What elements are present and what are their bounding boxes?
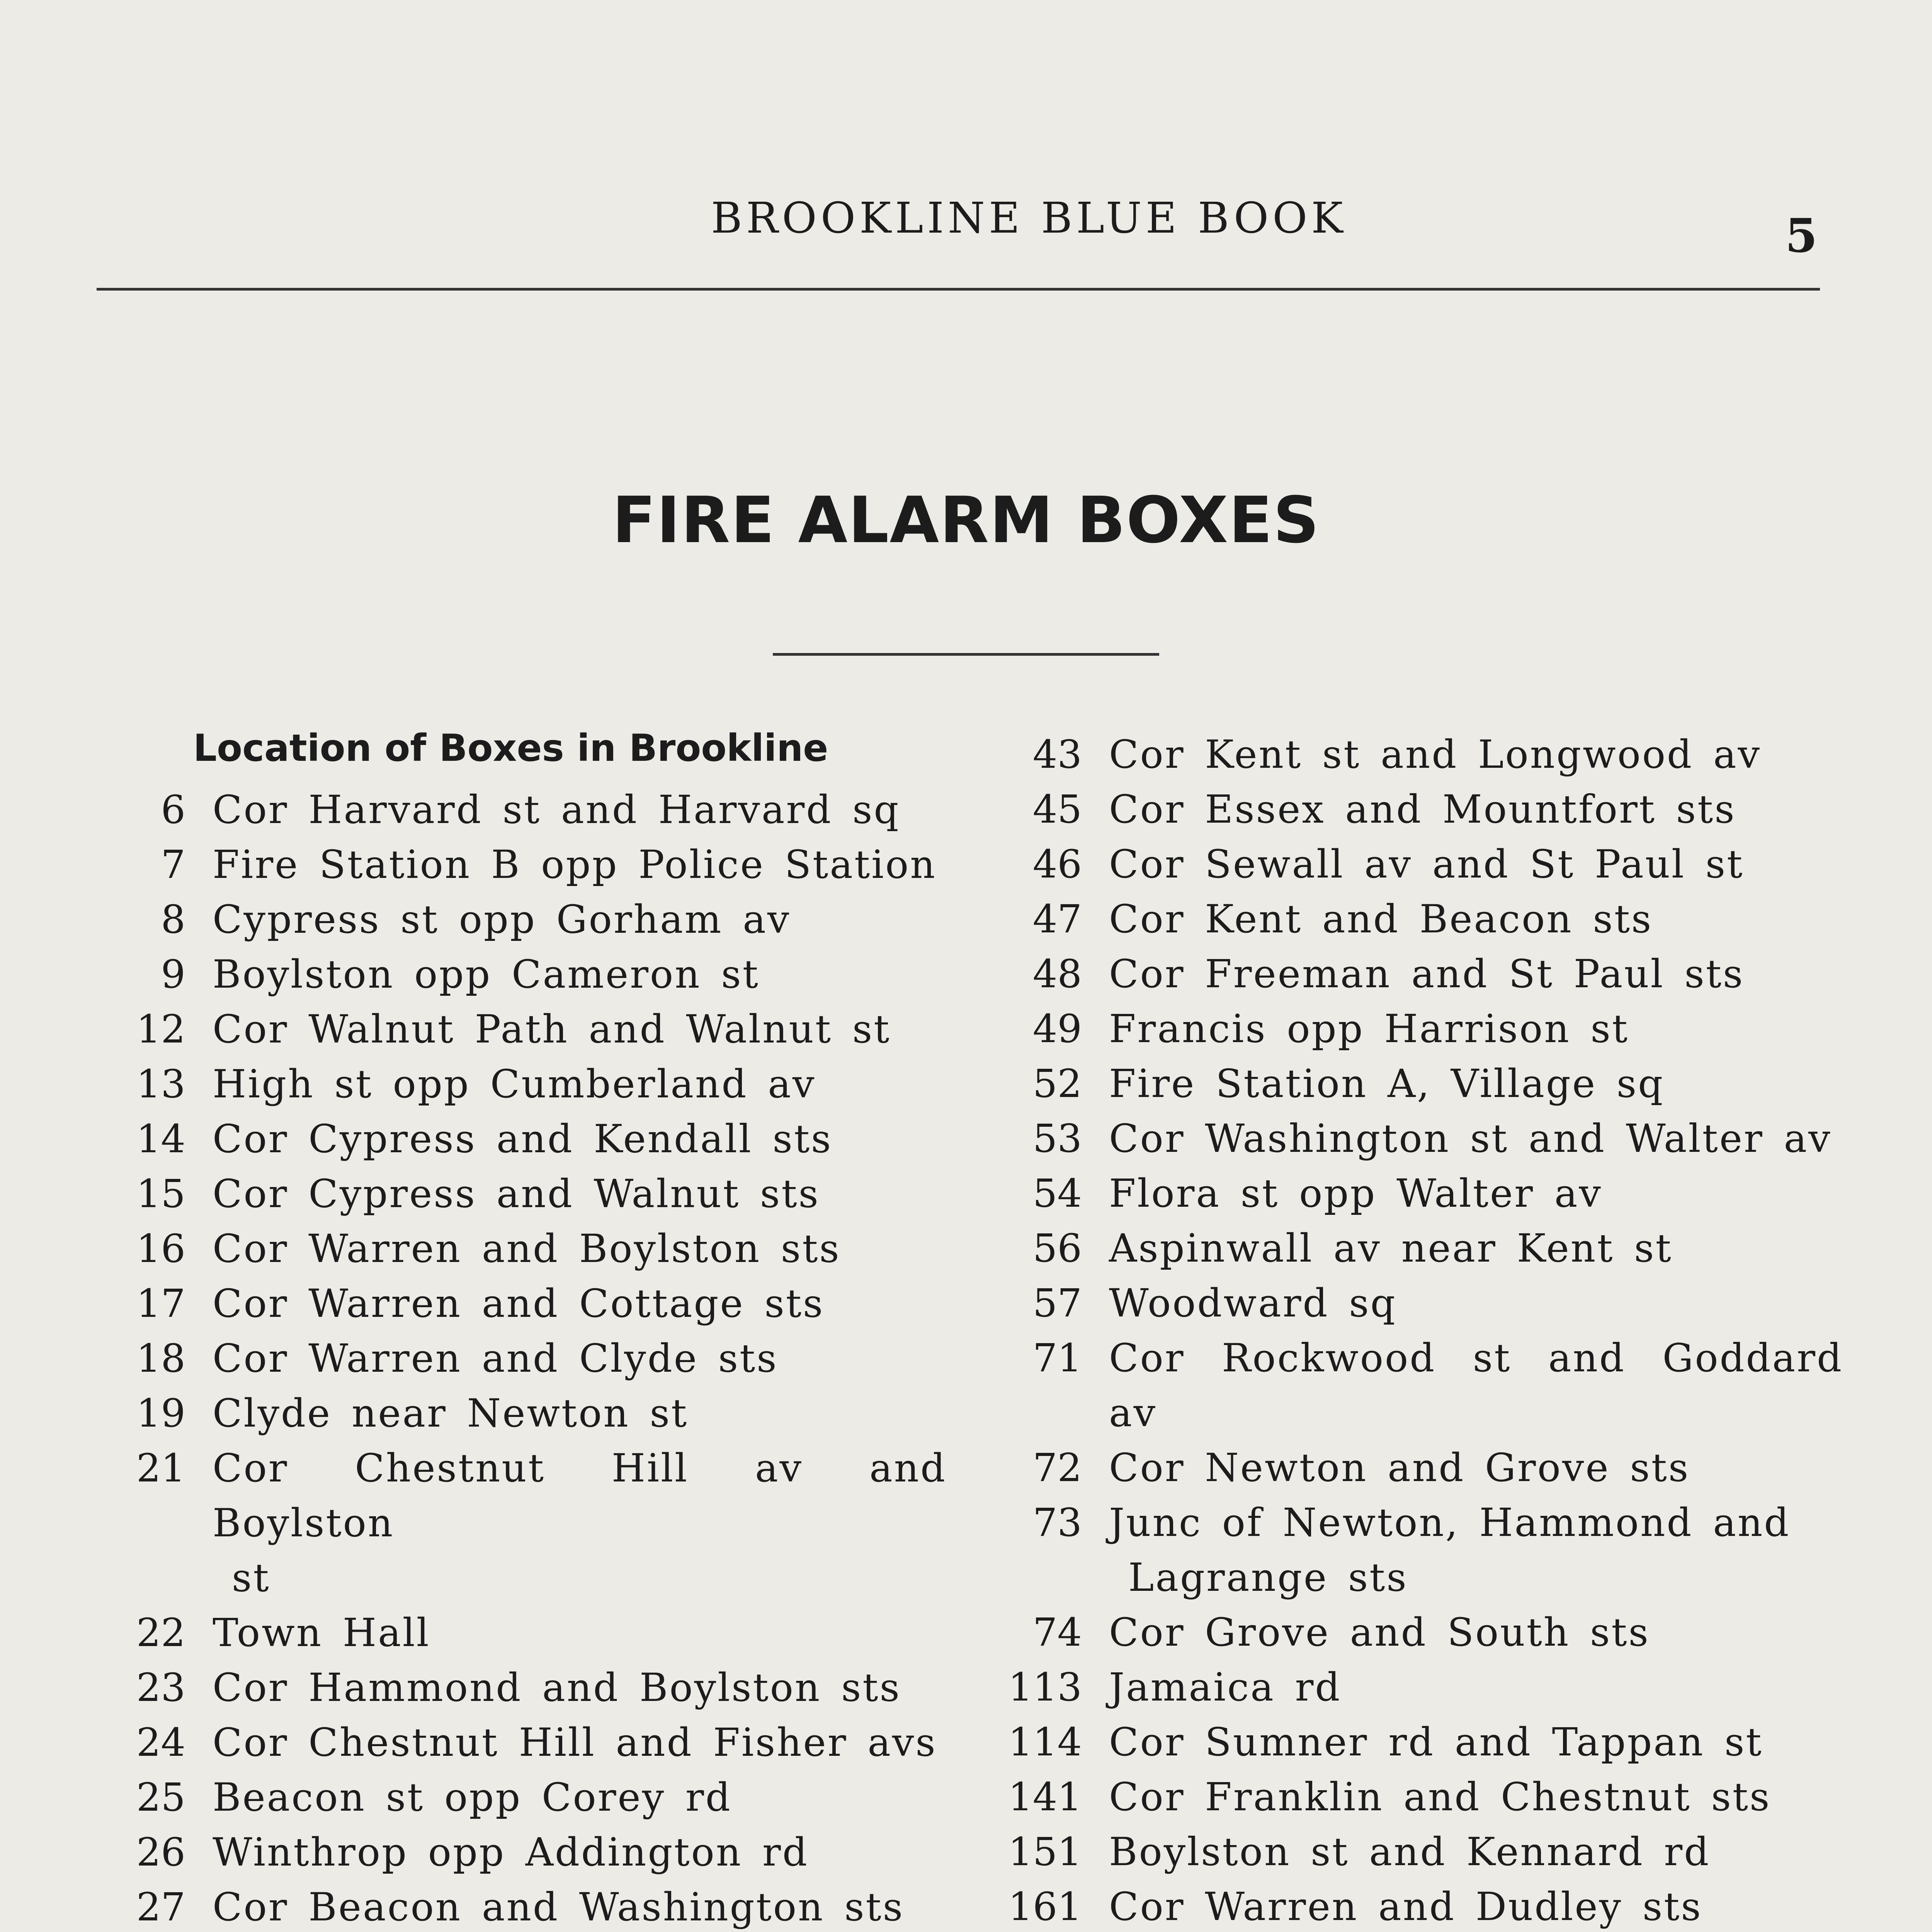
box-number: 15 — [136, 1171, 185, 1216]
alarm-box-entry — [97, 1880, 947, 1932]
box-location — [213, 1167, 947, 1221]
box-number: 43 — [1032, 732, 1082, 777]
box-location-line: Cor Warren and Dudley sts — [1109, 1884, 1702, 1929]
alarm-box-entry — [97, 1770, 947, 1825]
box-location — [213, 1386, 947, 1441]
box-location — [213, 1770, 947, 1825]
box-number: 141 — [1008, 1774, 1082, 1820]
box-location-line: Beacon st opp Corey rd — [213, 1775, 732, 1820]
box-location — [1109, 1331, 1843, 1440]
box-location — [213, 892, 947, 947]
left-column-list — [97, 782, 947, 1932]
box-location-line: Jamaica rd — [1109, 1665, 1342, 1710]
header-divider — [97, 288, 1820, 291]
alarm-box-entry — [97, 1002, 947, 1057]
alarm-box-entry — [993, 1440, 1843, 1495]
box-number: 72 — [1032, 1445, 1082, 1490]
box-number: 16 — [136, 1226, 185, 1271]
box-location-line: Cor Chestnut Hill av and Boylston — [213, 1446, 947, 1546]
box-location-line: Cor Warren and Cottage sts — [213, 1281, 825, 1326]
box-location-continuation: st — [232, 1555, 270, 1600]
box-location-line: Cor Chestnut Hill and Fisher avs — [213, 1720, 937, 1765]
box-location — [1109, 1056, 1843, 1111]
alarm-box-entry — [993, 837, 1843, 892]
alarm-box-entry — [97, 1167, 947, 1221]
alarm-box-entry — [993, 1660, 1843, 1715]
box-number: 114 — [1008, 1719, 1082, 1765]
box-location-line: Junc of Newton, Hammond and — [1109, 1500, 1791, 1545]
box-location — [213, 1715, 947, 1770]
box-number: 48 — [1032, 951, 1082, 997]
box-number: 21 — [136, 1446, 185, 1491]
box-location — [1109, 1002, 1843, 1056]
alarm-box-entry — [993, 1495, 1843, 1605]
box-location — [213, 837, 947, 892]
box-location — [1109, 1166, 1843, 1221]
box-number: 161 — [1008, 1884, 1082, 1929]
box-location — [1109, 1111, 1843, 1166]
box-number: 52 — [1032, 1061, 1082, 1106]
box-location-line: Cor Essex and Mountfort sts — [1109, 787, 1736, 832]
box-location-line: Cor Warren and Boylston sts — [213, 1226, 841, 1271]
box-location — [213, 947, 947, 1002]
box-number: 54 — [1032, 1171, 1082, 1216]
page-number: 5 — [1785, 209, 1818, 263]
alarm-box-entry — [97, 782, 947, 837]
box-location-line: Cor Warren and Clyde sts — [213, 1336, 778, 1381]
box-location — [213, 1112, 947, 1167]
box-location-line: Clyde near Newton st — [213, 1391, 689, 1436]
box-location — [1109, 837, 1843, 892]
alarm-box-entry — [97, 1825, 947, 1880]
box-number: 73 — [1032, 1500, 1082, 1545]
alarm-box-entry — [993, 782, 1843, 837]
alarm-box-entry — [993, 1056, 1843, 1111]
box-number: 6 — [161, 787, 185, 832]
box-location-line: Cor Beacon and Washington sts — [213, 1884, 905, 1930]
right-column-list — [993, 727, 1843, 1932]
alarm-box-entry — [993, 1331, 1843, 1440]
box-number: 26 — [136, 1830, 185, 1875]
box-number: 27 — [136, 1884, 185, 1930]
box-location-line: Cor Franklin and Chestnut sts — [1109, 1774, 1771, 1820]
alarm-box-entry — [993, 1605, 1843, 1660]
box-number: 24 — [136, 1720, 185, 1765]
box-location — [1109, 947, 1843, 1002]
box-number: 23 — [136, 1665, 185, 1710]
box-number: 9 — [161, 952, 185, 997]
box-location — [1109, 1879, 1843, 1932]
box-number: 18 — [136, 1336, 185, 1381]
alarm-box-entry — [993, 1715, 1843, 1770]
box-location-line: Cor Sewall av and St Paul st — [1109, 842, 1744, 887]
alarm-box-entry — [993, 1002, 1843, 1056]
box-location — [1109, 1715, 1843, 1770]
box-location-line: Aspinwall av near Kent st — [1109, 1226, 1673, 1271]
box-number: 57 — [1032, 1281, 1082, 1326]
alarm-box-entry — [993, 947, 1843, 1002]
box-number: 45 — [1032, 787, 1082, 832]
box-number: 8 — [161, 897, 185, 942]
box-location — [1109, 727, 1843, 782]
box-location-line: Fire Station B opp Police Station — [213, 842, 937, 887]
alarm-box-entry — [993, 1276, 1843, 1331]
box-location — [213, 1880, 947, 1932]
box-location — [213, 1057, 947, 1112]
alarm-box-entry — [97, 892, 947, 947]
box-location-line: Cor Grove and South sts — [1109, 1610, 1650, 1655]
title-divider — [773, 653, 1159, 656]
box-number: 12 — [136, 1007, 185, 1052]
box-location — [1109, 1825, 1843, 1879]
box-location-line: Cor Newton and Grove sts — [1109, 1445, 1690, 1490]
alarm-box-entry — [993, 1879, 1843, 1932]
box-number: 71 — [1032, 1335, 1082, 1381]
box-number: 56 — [1032, 1226, 1082, 1271]
box-location — [1109, 1495, 1843, 1605]
box-location — [213, 1605, 947, 1660]
alarm-box-entry — [993, 1111, 1843, 1166]
alarm-box-entry — [97, 947, 947, 1002]
alarm-box-entry — [993, 1825, 1843, 1879]
box-location — [213, 1221, 947, 1276]
alarm-box-entry — [97, 1605, 947, 1660]
box-number: 113 — [1008, 1665, 1082, 1710]
alarm-box-entry — [97, 1715, 947, 1770]
box-location-line: Cor Walnut Path and Walnut st — [213, 1007, 891, 1052]
alarm-box-entry — [97, 1112, 947, 1167]
box-location-line: Cor Cypress and Walnut sts — [213, 1171, 820, 1216]
alarm-box-entry — [97, 1386, 947, 1441]
box-location — [1109, 1770, 1843, 1825]
box-location — [1109, 1440, 1843, 1495]
box-number: 53 — [1032, 1116, 1082, 1161]
box-location-line: High st opp Cumberland av — [213, 1061, 816, 1107]
alarm-box-entry — [993, 727, 1843, 782]
box-location-line: Fire Station A, Village sq — [1109, 1061, 1665, 1106]
box-location — [213, 1441, 947, 1605]
box-location-line: Cor Cypress and Kendall sts — [213, 1116, 833, 1162]
box-location — [1109, 892, 1843, 947]
box-location — [1109, 1660, 1843, 1715]
alarm-box-entry — [97, 1660, 947, 1715]
box-location — [213, 1825, 947, 1880]
box-location — [213, 1331, 947, 1386]
section-heading: Location of Boxes in Brookline — [193, 726, 828, 770]
box-location-line: Cor Kent st and Longwood av — [1109, 732, 1761, 777]
alarm-box-entry — [97, 1276, 947, 1331]
box-location — [213, 1276, 947, 1331]
box-location-line: Cor Washington st and Walter av — [1109, 1116, 1832, 1161]
box-location — [213, 1660, 947, 1715]
box-number: 74 — [1032, 1610, 1082, 1655]
box-location — [213, 782, 947, 837]
box-location-line: Boylston opp Cameron st — [213, 952, 760, 997]
box-number: 13 — [136, 1061, 185, 1107]
alarm-box-entry — [97, 1331, 947, 1386]
box-location-continuation: Lagrange sts — [1128, 1555, 1408, 1600]
box-number: 7 — [161, 842, 185, 887]
box-number: 46 — [1032, 842, 1082, 887]
box-location-line: Cor Hammond and Boylston sts — [213, 1665, 901, 1710]
box-location-line: Town Hall — [213, 1610, 430, 1655]
box-location-line: Boylston st and Kennard rd — [1109, 1829, 1711, 1874]
box-location — [1109, 1221, 1843, 1276]
box-location-line: Cor Rockwood st and Goddard av — [1109, 1335, 1843, 1435]
box-location-line: Cor Harvard st and Harvard sq — [213, 787, 900, 832]
alarm-box-entry — [97, 1221, 947, 1276]
alarm-box-entry — [993, 1221, 1843, 1276]
box-number: 19 — [136, 1391, 185, 1436]
box-number: 22 — [136, 1610, 185, 1655]
box-location-line: Flora st opp Walter av — [1109, 1171, 1602, 1216]
running-title: BROOKLINE BLUE BOOK — [711, 193, 1347, 243]
box-location-line: Cypress st opp Gorham av — [213, 897, 791, 942]
box-location-line: Cor Kent and Beacon sts — [1109, 896, 1653, 942]
box-location-line: Francis opp Harrison st — [1109, 1006, 1629, 1051]
box-number: 14 — [136, 1116, 185, 1162]
box-location-line: Woodward sq — [1109, 1281, 1397, 1326]
box-location — [1109, 1276, 1843, 1331]
alarm-box-entry — [993, 1166, 1843, 1221]
alarm-box-entry — [97, 1057, 947, 1112]
box-number: 47 — [1032, 896, 1082, 942]
box-number: 17 — [136, 1281, 185, 1326]
box-number: 151 — [1008, 1829, 1082, 1874]
box-location — [1109, 1605, 1843, 1660]
box-location-line: Winthrop opp Addington rd — [213, 1830, 809, 1875]
alarm-box-entry — [97, 837, 947, 892]
alarm-box-entry — [993, 1770, 1843, 1825]
box-location-line: Cor Freeman and St Paul sts — [1109, 951, 1745, 997]
box-location — [1109, 782, 1843, 837]
alarm-box-entry — [993, 892, 1843, 947]
page-title: FIRE ALARM BOXES — [612, 483, 1320, 557]
box-location-line: Cor Sumner rd and Tappan st — [1109, 1719, 1763, 1765]
box-location — [213, 1002, 947, 1057]
box-number: 49 — [1032, 1006, 1082, 1051]
box-number: 25 — [136, 1775, 185, 1820]
alarm-box-entry — [97, 1441, 947, 1605]
